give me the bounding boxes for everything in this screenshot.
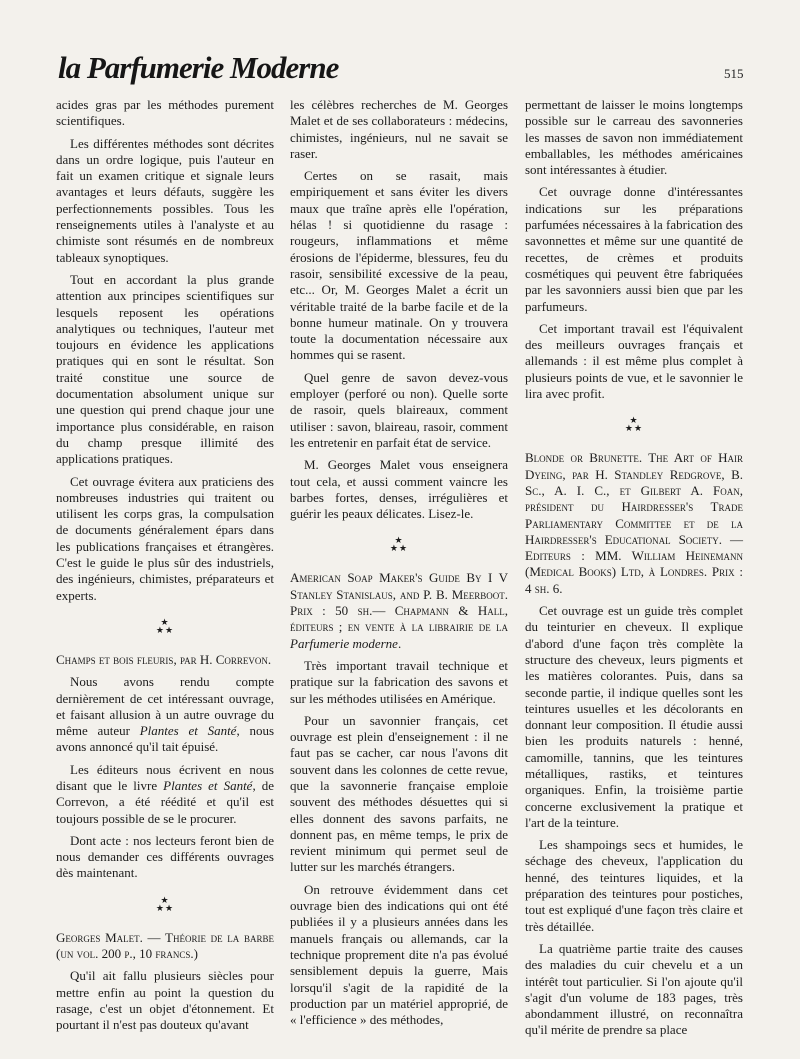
ornament-star-top: ★: [629, 415, 639, 426]
paragraph: Pour un savonnier français, cet ouvrage est plein d'enseignement : il ne faut pas se cacher, car nous l'avons dit souvent dans les colonnes de cette revue, que la savonnerie française emploie souvent des méthodes désuettes qui si elles donnent des savons parfaits, ne donnent pas, en même temps, le prix de revient minimum qui permet seul de lutter sur les marchés étrangers.: [290, 712, 508, 875]
paragraph: Qu'il ait fallu plusieurs siècles pour mettre enfin au point la question du rasage, c'est un objet d'étonnement. Et pourtant il n'est pas douteux qu'avant: [56, 968, 274, 1033]
paragraph: Cet ouvrage est un guide très complet du teinturier en cheveux. Il explique d'abord d'une façon très complète la structure des cheveux, leurs pigments et les matières colorantes. Puis, dans sa seconde partie, il indique quelles sont les teintures usuelles et les décolorants en donnant leur composition. Il étudie aussi bien les produits naturels : henné, camomille, tannins, que les teintures métalliques, rastiks, et teintures organiques. Enfin, la troisième partie concerne exclusivement la pratique et l'art de la teinture.: [525, 603, 743, 830]
paragraph: acides gras par les méthodes purement scientifiques.: [56, 97, 274, 129]
page-header: [0, 0, 800, 100]
ornament-star-bottom: ★★: [155, 624, 175, 635]
paragraph: Cet ouvrage donne d'intéressantes indications sur les préparations parfumées nécessaires à la fabrication des savonnettes et même sur une quantité de recettes, de crèmes et produits cosmétiques qui peuvent être fabriquées par les savonniers aussi bien que par les parfumeurs.: [525, 184, 743, 314]
paragraph: Quel genre de savon devez-vous employer (perforé ou non). Quelle sorte de rasoir, quels blaireaux, comment utiliser : savon, blaireau, rasoir, comment les entretenir en parfait état de service.: [290, 369, 508, 450]
section-ornament: [56, 896, 274, 912]
ornament-star-bottom: ★★: [624, 423, 644, 434]
paragraph: Les éditeurs nous écrivent en nous disant que le livre Plantes et Santé, de Correvon, a été réédité et qu'il est toujours possible de se le procurer.: [56, 761, 274, 826]
page-number: 515: [724, 66, 744, 81]
ornament-star-top: ★: [394, 535, 404, 546]
paragraph: Certes on se rasait, mais empiriquement et sans éviter les divers maux que traîne après elle l'opération, hélas ! si quotidienne du rasage : rougeurs, inflammations et même érosions de l'épiderme, blessures, feu du rasoir, sensibilité excessive de la peau, etc... Or, M. Georges Malet a écrit un véritable traité de la barbe facile et de la bonne humeur matinale. On y trouvera toute la documentation nécessaire aux hommes qui se rasent.: [290, 168, 508, 363]
paragraph: permettant de laisser le moins longtemps possible sur le carreau des savonneries les masses de savon non immédiatement emballables, les méthodes américaines sont intéressantes à étudier.: [525, 97, 743, 178]
ornament-star-bottom: ★★: [155, 902, 175, 913]
section-ornament: [290, 536, 508, 552]
review-title: Blonde or Brunette. The Art of Hair Dyeing, par H. Standley Redgrove, B. Sc., A. I. C., et Gilbert A. Foan, président du Hairdresser's Trade Parliamentary Committee et de la Hairdresser's Educational Society. — Editeurs : MM. William Heinemann (Medical Books) Ltd, à Londres. Prix : 4 sh. 6.: [525, 450, 743, 596]
ornament-star-top: ★: [160, 894, 170, 905]
section-ornament: [525, 416, 743, 432]
paragraph: Cet important travail est l'équivalent des meilleurs ouvrages français et allemands : il est même plus complet à plusieurs points de vue, et le savonnier le lira avec profit.: [525, 320, 743, 402]
paragraph: M. Georges Malet vous enseignera tout cela, et aussi comment vaincre les barbes fortes, denses, irrégulières et guérir les peaux délicates. Lisez-le.: [290, 457, 508, 522]
paragraph: Cet ouvrage évitera aux praticiens des nombreuses industries qui traitent ou utilisent les corps gras, la compulsation de documents généralement épars dans les publications françaises et étrangères. C'est le guide le plus sûr des industriels, des ingénieurs, chimistes, préparateurs et experts.: [56, 473, 274, 603]
ornament-star-bottom: ★★: [389, 543, 409, 554]
paragraph: Nous avons rendu compte dernièrement de cet intéressant ouvrage, et faisant allusion à un autre ouvrage du même auteur Plantes et Santé, nous avons annoncé qu'il tait épuisé.: [56, 674, 274, 755]
column-1: [56, 97, 274, 1040]
section-ornament: [56, 618, 274, 634]
column-3: [525, 97, 743, 1045]
paragraph: Les différentes méthodes sont décrites dans un ordre logique, puis l'auteur en fait un examen critique et signale leurs avantages et leurs défauts, suggère les perfectionnements possibles. Tous les renseignements utiles à l'analyste et au chimiste sont résumés en de nombreux tableaux synoptiques.: [56, 135, 274, 265]
paragraph: La quatrième partie traite des causes des maladies du cuir chevelu et a un intérêt tout particulier. Si l'on ajoute qu'il s'agit d'un volume de 183 pages, très abondamment illustré, on reconnaîtra qu'il mérite de prendre sa place: [525, 940, 743, 1038]
ornament-star-top: ★: [160, 616, 170, 627]
review-title: Champs et bois fleuris, par H. Correvon.: [56, 651, 272, 667]
review-title: Georges Malet. — Théorie de la barbe (un vol. 200 p., 10 francs.): [56, 929, 274, 962]
paragraph: Très important travail technique et pratique sur la fabrication des savons et sur les méthodes utilisées en Amérique.: [290, 657, 508, 706]
paragraph: On retrouve évidemment dans cet ouvrage bien des indications qui ont été publiées il y a plusieurs années dans les manuels français ou allemands, car la technique proprement dite n'a pas évolué sensiblement depuis la guerre, Mais lorsqu'il s'agit de la rapidité de la production par un matériel approprié, de « l'efficience » des méthodes,: [290, 881, 508, 1028]
masthead: la Parfumerie Moderne: [58, 50, 339, 85]
paragraph: Dont acte : nos lecteurs feront bien de nous demander ces différents ouvrages dès maintenant.: [56, 832, 274, 881]
paragraph: Tout en accordant la plus grande attention aux principes scientifiques sur lesquels reposent les opérations analytiques ou techniques, l'auteur met toujours en évidence les applications pratiques qui en sont le résultat. Son traité constitue une source de documentation absolument unique sur une question qui prend chaque jour une importance plus considérable, en raison du champ presque illimité des applications pratiques.: [56, 271, 274, 467]
paragraph: Les shampoings secs et humides, le séchage des cheveux, l'application du henné, des teintures liquides, et la préparation des teintures pour postiches, tout est expliqué d'une façon très claire et très détaillée.: [525, 837, 743, 934]
column-2: [290, 97, 508, 1034]
paragraph: les célèbres recherches de M. Georges Malet et de ses collaborateurs : médecins, chimistes, ingénieurs, nul ne savait se raser.: [290, 97, 508, 161]
review-title: American Soap Maker's Guide By I V Stanley Stanislaus, and P. B. Meerboot. Prix : 50 sh.— Chapmann & Hall, éditeurs ; en vente à la librairie de la Parfumerie moderne.: [290, 570, 508, 651]
